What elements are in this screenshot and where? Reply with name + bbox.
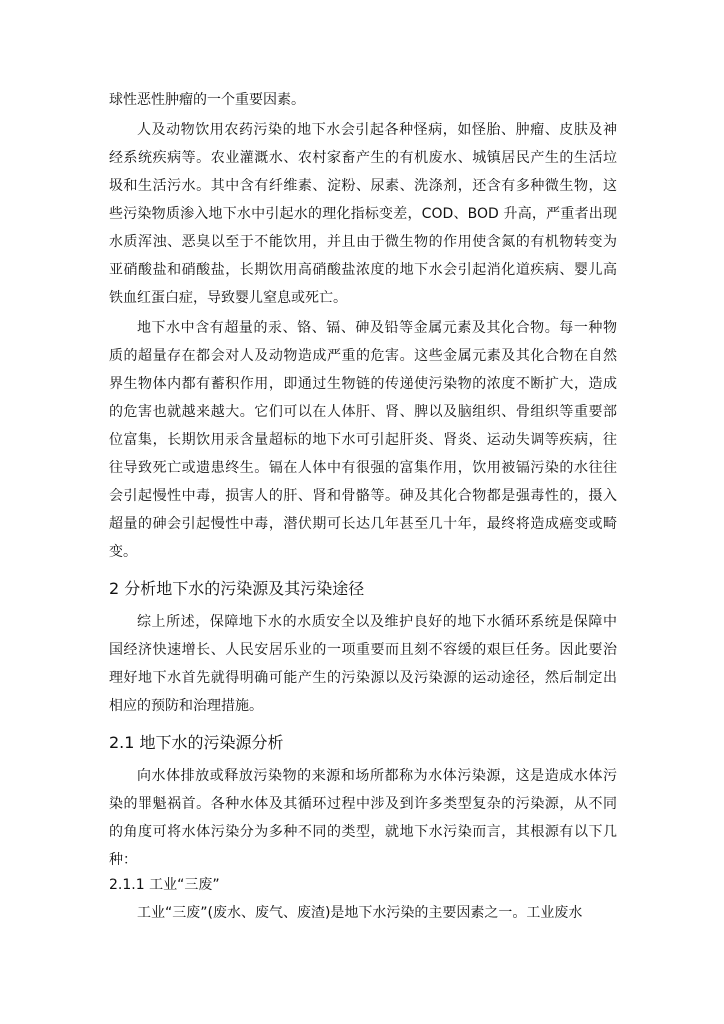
text-line: 综上所述，保障地下水的水质安全以及维护良好的地下水循环系统是保障中 bbox=[137, 614, 617, 630]
text-line: 些污染物质渗入地下水中引起水的理化指标变差，COD、BOD 升高，严重者出现 bbox=[109, 206, 617, 222]
text-line: 向水体排放或释放污染物的来源和场所都称为水体污染源，这是造成水体污 bbox=[137, 768, 617, 784]
text-line: 的危害也就越来越大。它们可以在人体肝、肾、脾以及脑组织、骨组织等重要部 bbox=[109, 404, 617, 420]
text-line: 铁血红蛋白症，导致婴儿窒息或死亡。 bbox=[109, 290, 347, 306]
text-line: 染的罪魁祸首。各种水体及其循环过程中涉及到许多类型复杂的污染源，从不同 bbox=[109, 796, 617, 812]
text-line: 地下水中含有超量的汞、铬、镉、砷及铅等金属元素及其化合物。每一种物 bbox=[137, 320, 617, 336]
text-line: 变。 bbox=[109, 544, 137, 560]
text-line: 质的超量存在都会对人及动物造成严重的危害。这些金属元素及其化合物在自然 bbox=[109, 348, 617, 364]
text-line: 水质浑浊、恶臭以至于不能饮用，并且由于微生物的作用使含氮的有机物转变为 bbox=[109, 234, 617, 250]
text-line: 球性恶性肿瘤的一个重要因素。 bbox=[109, 92, 305, 108]
text-line: 人及动物饮用农药污染的地下水会引起各种怪病，如怪胎、肿瘤、皮肤及神 bbox=[137, 122, 617, 138]
text-line: 往导致死亡或遗患终生。镉在人体中有很强的富集作用，饮用被镉污染的水往往 bbox=[109, 460, 617, 476]
text-line: 圾和生活污水。其中含有纤维素、淀粉、尿素、洗涤剂，还含有多种微生物，这 bbox=[109, 178, 617, 194]
text-line: 界生物体内都有蓄积作用，即通过生物链的传递使污染物的浓度不断扩大，造成 bbox=[109, 376, 617, 392]
section-heading: 2 分析地下水的污染源及其污染途径 bbox=[109, 579, 365, 598]
subsection-heading: 2.1 地下水的污染源分析 bbox=[109, 733, 284, 752]
text-line: 会引起慢性中毒，损害人的肝、肾和骨骼等。砷及其化合物都是强毒性的，摄入 bbox=[109, 488, 617, 504]
text-line: 位富集，长期饮用汞含量超标的地下水可引起肝炎、肾炎、运动失调等疾病，往 bbox=[109, 432, 617, 448]
text-line: 经系统疾病等。农业灌溉水、农村家畜产生的有机废水、城镇居民产生的生活垃 bbox=[109, 150, 617, 166]
text-line: 相应的预防和治理措施。 bbox=[109, 698, 263, 714]
text-line: 亚硝酸盐和硝酸盐，长期饮用高硝酸盐浓度的地下水会引起消化道疾病、婴儿高 bbox=[109, 262, 617, 278]
text-line: 种： bbox=[109, 852, 137, 868]
text-line: 国经济快速增长、人民安居乐业的一项重要而且刻不容缓的艰巨任务。因此要治 bbox=[109, 642, 617, 658]
subsubsection-heading: 2.1.1 工业“三废” bbox=[109, 877, 220, 893]
text-line: 理好地下水首先就得明确可能产生的污染源以及污染源的运动途径，然后制定出 bbox=[109, 670, 617, 686]
text-line: 工业“三废”(废水、废气、废渣)是地下水污染的主要因素之一。工业废水 bbox=[137, 905, 583, 921]
text-line: 的角度可将水体污染分为多种不同的类型，就地下水污染而言，其根源有以下几 bbox=[109, 824, 617, 840]
text-line: 超量的砷会引起慢性中毒，潜伏期可长达几年甚至几十年，最终将造成癌变或畸 bbox=[109, 516, 617, 532]
